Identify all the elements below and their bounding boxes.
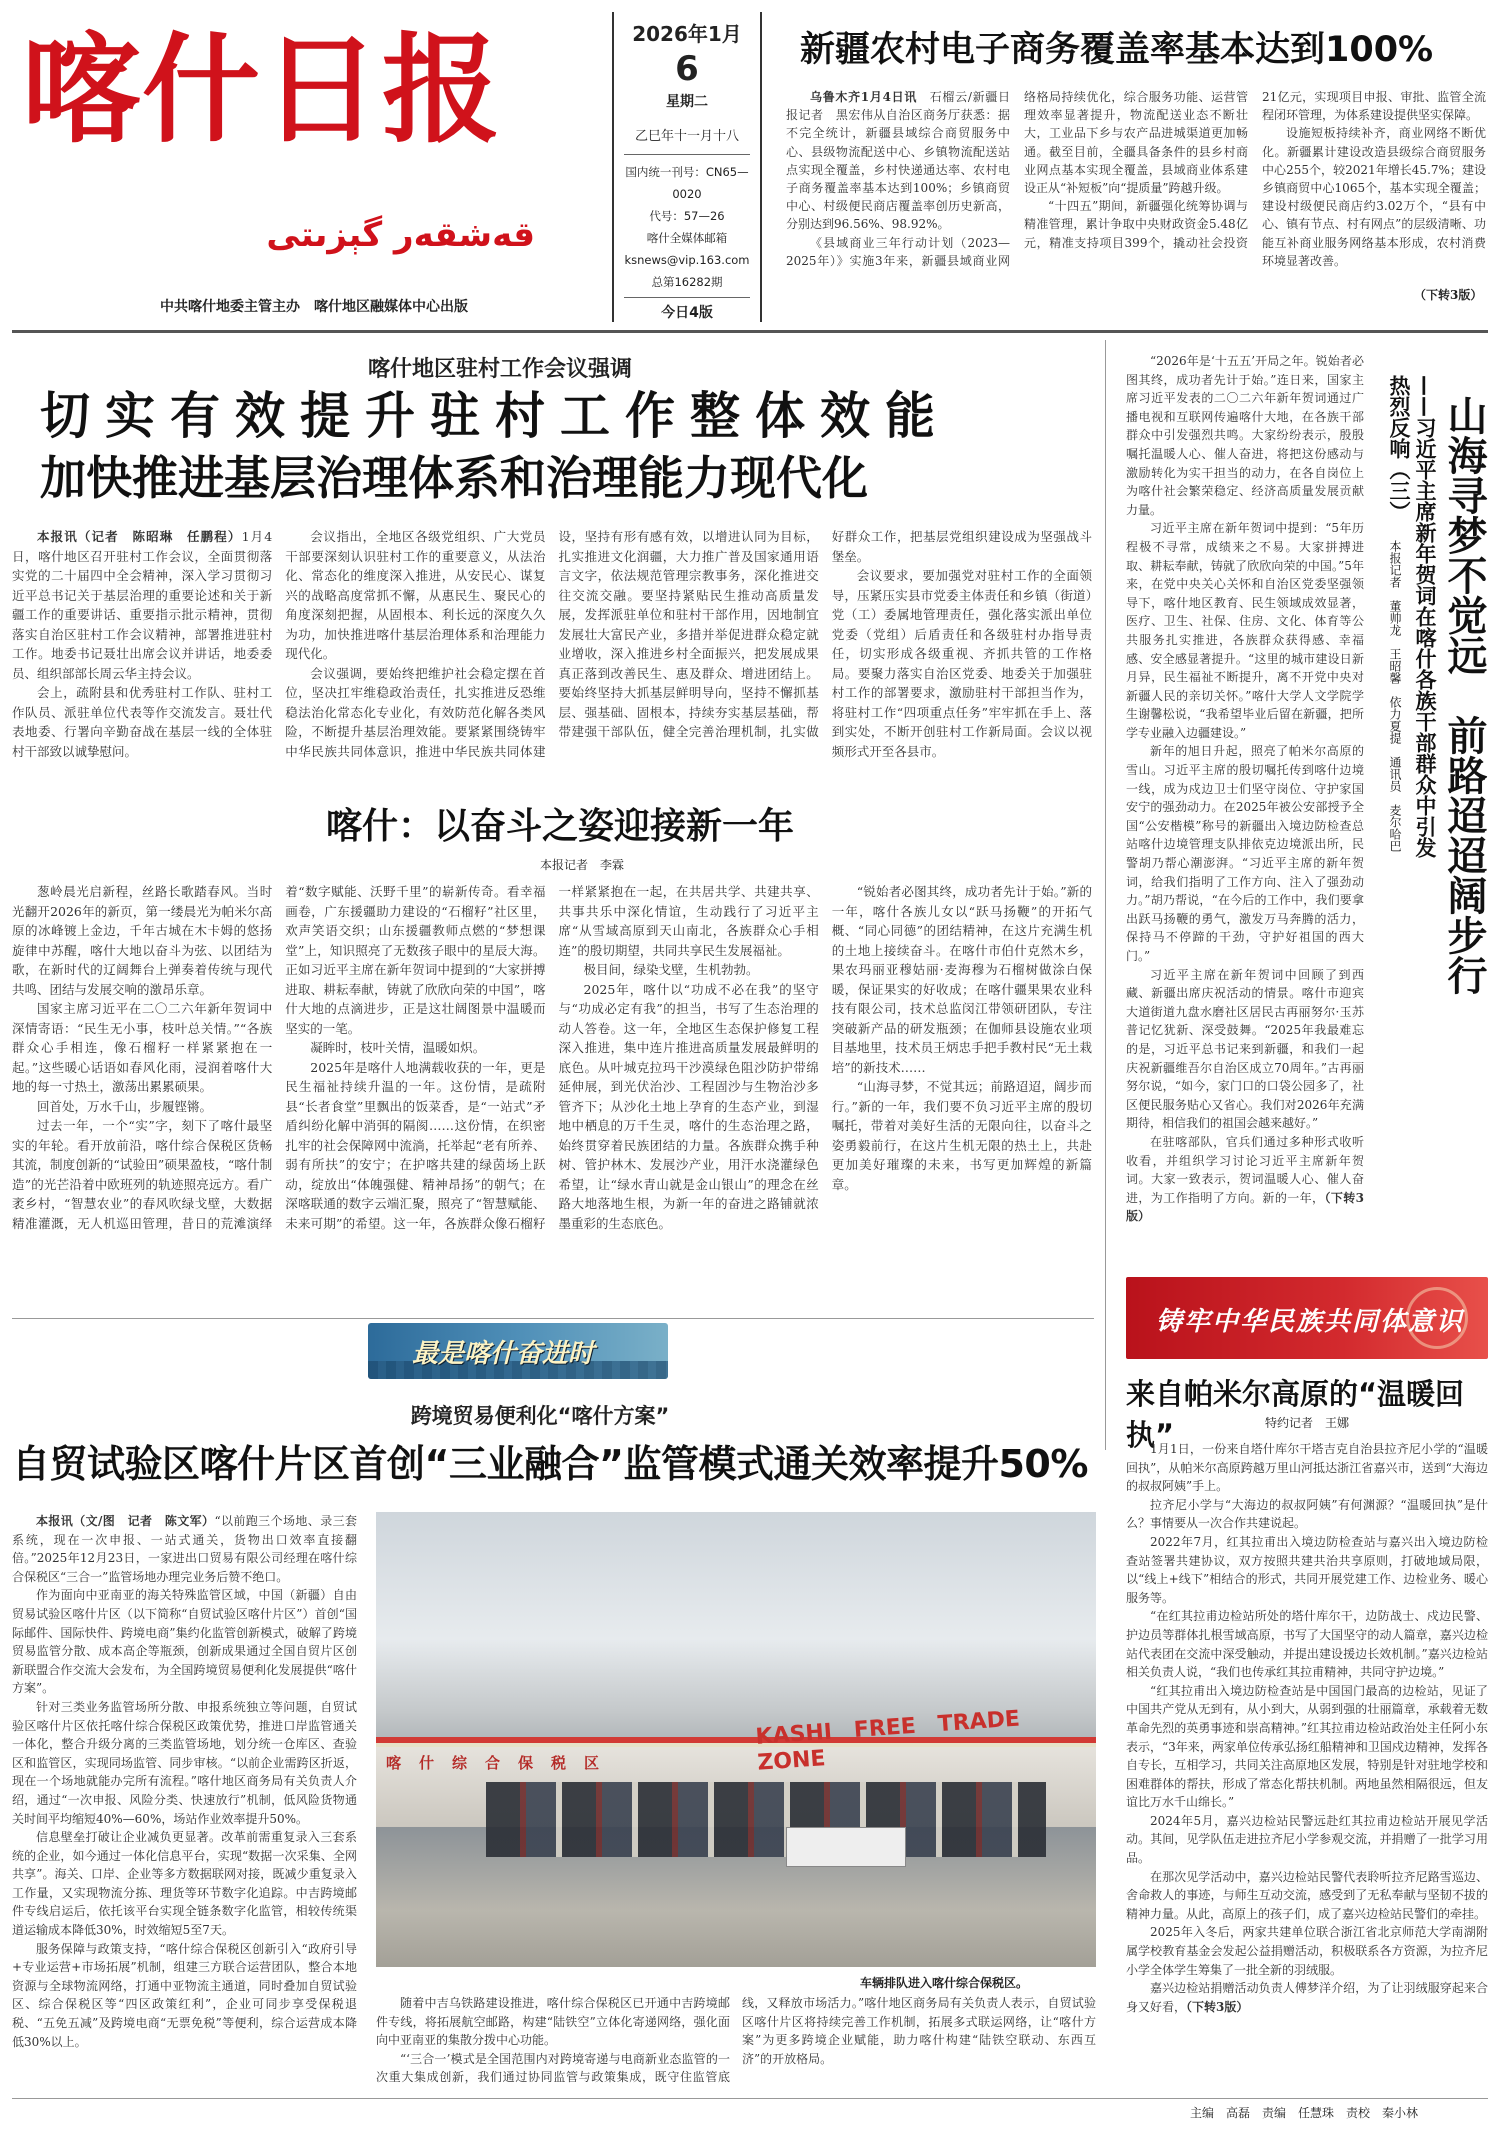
date-block	[612, 12, 762, 322]
kashi-body	[12, 882, 1092, 1314]
kashi-para-1: 葱岭晨光启新程，丝路长歌踏春风。当时光翻开2026年的新页，第一缕晨光为帕米尔高原的冰峰镀上金边，千年古城在木卡姆的悠扬旋律中苏醒，喀什大地以奋斗为弦、以团结为歌，在新时代的辽阔舞台上弹奏着传统与现代共鸣、团结与发展交响的激昂乐章。	[12, 884, 273, 997]
kashi-byline: 本报记者 李霖	[540, 858, 625, 872]
lead-title-line1: 切实有效提升驻村工作整体效能	[40, 387, 950, 445]
side-para-4: 习近平主席在新年贺词中回顾了到西藏、新疆出席庆祝活动的情景。喀什市迎宾大道街道九盘水磨社区居民古再丽努尔·玉苏普记忆犹新、深受鼓舞。“2025年我最难忘的是，习近平总书记来到新疆，和我们一起庆祝新疆维吾尔自治区成立70周年。”古再丽努尔说，“如今，家门口的口袋公园多了，社区便民服务贴心又省心。我们对2026年充满期待，相信我们的祖国会越来越好。”	[1126, 967, 1364, 1131]
kashi-para-3: 回首处，万水千山，步履铿锵。	[37, 1098, 213, 1114]
email: ksnews@vip.163.com	[624, 253, 750, 267]
lead-para-3: 会议指出，全地区各级党组织、广大党员干部要深刻认识驻村工作的重要意义，从法治化、常态化的维度深入推进，从安民心、谋复兴的战略高度常抓不懈，从惠民生、聚民心的角度深刻把握，从固根本、利长远的深度久久为功，加快推进喀什基层治理体系和治理能力现代化。	[285, 529, 546, 661]
kashi-para-4: 过去一年，一个“实”字，刻下了喀什最坚实的年轮。看开放前沿，喀什综合保税区货畅其流，制度创新的“试验田”硕果盈枝，“喀什制造”的光芒沿着中欧班列的轨迹照亮远方。看广袤乡村，“智慧农业”的春风吹绿戈壁，大数据精准灌溉，无人机巡田管理，昔日的荒滩演绎着“数字赋能、沃野千里”的崭新传奇。看幸福画卷，广东援疆助力建设的“石榴籽”社区里，欢声笑语交织；山东援疆教师点燃的“梦想课堂”上，知识照亮了无数孩子眼中的星辰大海。正如习近平主席在新年贺词中提到的“大家拼搏进取、耕耘奉献，铸就了欣欣向荣的中国”，喀什大地的点滴进步，正是这壮阔图景中温暖而坚实的一笔。	[12, 884, 546, 1231]
side-subtitle: ——习近平主席新年贺词在喀什各族干部群众中引发热烈反响（三）	[1387, 375, 1437, 858]
side-jump: （下转3版）	[1126, 1190, 1364, 1224]
lead-body	[12, 527, 1092, 785]
date-year-month: 2026年1月	[632, 22, 742, 46]
masthead-sponsor: 中共喀什地委主管主办 喀什地区融媒体中心出版	[160, 299, 468, 315]
pamir-para-9: 嘉兴边检站捐赠活动负责人傅梦洋介绍，为了让羽绒服穿起来合身又好看，	[1126, 1981, 1488, 2014]
top-story-col3b: 设施短板持续补齐，商业网络不断优化。新疆累计建设改造县级综合商贸服务中心255个，较2021年增长45.7%；建设乡镇商贸中心1065个，基本实现全覆盖；建设村级便民商店约3.02万个，“县有中心、镇有节点、村有网点”的层级清晰、功能互补商业服务网络基本形成，农村消费环境显著改善。	[1262, 126, 1486, 268]
pamir-para-8: 2025年入冬后，两家共建单位联合浙江省北京师范大学南湖附属学校教育基金会发起公益捐赠活动，积极联系各方资源，为拉齐尼小学全体学生筹集了一批全新的羽绒服。	[1126, 1925, 1488, 1977]
pamir-body	[1126, 1440, 1488, 2080]
pamir-title: 来自帕米尔高原的“温暖回执”	[1126, 1377, 1465, 1452]
top-story-jump: （下转3版）	[1410, 286, 1482, 303]
pamir-para-4: “在红其拉甫边检站所处的塔什库尔干，边防战士、戍边民警、护边员等群体扎根雪域高原，书写了大国坚守的动人篇章，嘉兴边检站代表团在交流中深受触动，并提出建设援边长效机制。”嘉兴边检站相关负责人说，“我们也传承红其拉甫精神，共同守护边境。”	[1126, 1609, 1488, 1680]
fta-photo-caption: 车辆排队进入喀什综合保税区。	[860, 1976, 1029, 1990]
pamir-jump: （下转3版）	[1186, 1999, 1249, 2014]
top-story-col2: 《县域商业三年行动计划（2023—2025年）》实施3年来，新疆县域商业网络格局持续优化，综合服务功能、运营管理效率显著提升，物流配送业态不断壮大，工业品下乡与农产品进城渠道更加畅通。截至目前，全疆具备条件的县乡村商业网点基本实现全覆盖，县域商业体系建设正从“补短板”向“提质量”跨越升级。	[786, 90, 1248, 268]
side-para-1: “2026年是‘十五五’开局之年。锐始者必图其终，成功者先计于始。”连日来，国家主席习近平发表的二〇二六年新年贺词通过广播电视和互联网传遍喀什大地，在各族干部群众中引发强烈共鸣。大家纷纷表示，殷殷嘱托温暖人心、催人奋进，将把这份感动与激励转化为实干担当的动力，在各自岗位上为喀什社会繁荣稳定、经济高质量发展贡献力量。	[1126, 354, 1364, 517]
pamir-para-3: 2022年7月，红其拉甫出入境边防检查站与嘉兴出入境边防检查站签署共建协议，双方按照共建共治共享原则，打破地域局限，以“线上+线下”相结合的形式，共同开展党建工作、边检业务、暖心服务等。	[1126, 1534, 1488, 1605]
fta-para-1: “以前跑三个场地、录三套系统，现在一次申报、一站式通关，货物出口效率直接翻倍。”2025年12月23日，一家进出口贸易有限公司经理在喀什综合保税区“三合一”监管场地办理完业务后赞不绝口。	[12, 1514, 357, 1584]
fta-body-bottom	[376, 1994, 1096, 2090]
cn-number: 国内统一刊号：CN65—0020	[625, 165, 749, 201]
pamir-para-5: “红其拉甫出入境边防检查站是中国国门最高的边检站，见证了中国共产党从无到有，从小到大，从弱到强的壮丽篇章，承载着无数革命先烈的英勇事迹和崇高精神。”红其拉甫边检站政治处主任阿小东表示，“3年来，两家单位传承弘扬红船精神和卫国戍边精神，发挥各自专长，互相学习，共同关注高原地区发展，特别是针对驻地学校和困难群体的帮扶，形成了常态化帮扶机制。两地虽然相隔很远，但友谊比万水千山绵长。”	[1126, 1683, 1488, 1810]
fta-para-6: 随着中吉乌铁路建设推进，喀什综合保税区已开通中吉跨境邮件专线，将拓展航空邮路，构建“陆铁空”立体化寄递网络，强化面向中亚南亚的集散分拨中心功能。	[376, 1996, 730, 2048]
lead-para-4: 会议强调，要始终把维护社会稳定摆在首位，坚决扛牢维稳政治责任，扎实推进反恐维稳法治化常态化专业化，有效防范化解各类风险，不断提升基层治理效能。要紧紧围绕铸牢中华民族共同体意识，推进中华民族共同体建设，坚持有形有感有效，以增进认同为目标，扎实推进文化润疆，大力推广普及国家通用语言文字，依法规范管理宗教事务，深化推进交往交流交融。要坚持紧贴民生推动高质量发展，发挥派驻单位和驻村干部作用，因地制宜发展壮大富民产业，多措并举促进群众稳定就业增收，深入推进乡村全面振兴，把发展成果真正落到改善民生、惠及群众、增进团结上。要始终坚持大抓基层鲜明导向，坚持不懈抓基层、强基础、固根本，持续夯实基层基础，帮带建强干部队伍，健全完善治理机制，扎实做好群众工作，把基层党组织建设成为坚强战斗堡垒。	[285, 529, 1092, 759]
side-para-2: 习近平主席在新年贺词中提到：“5年历程极不寻常，成绩来之不易。大家拼搏进取、耕耘奉献，铸就了欣欣向荣的中国。”5年来，在党中央关心关怀和自治区党委坚强领导下，喀什地区教育、民生领域成效显著，医疗、卫生、社保、住房、文化、体育等公共服务扎实推进，各族群众获得感、幸福感、安全感显著提升。“这里的城市建设日新月异，民生福祉不断提升，离不开党中央对新疆人民的亲切关怀。”喀什大学人文学院学生谢馨松说，“我希望毕业后留在新疆，把所学专业融入边疆建设。”	[1126, 521, 1364, 740]
lead-para-2: 会上，疏附县和优秀驻村工作队、驻村工作队员、派驻单位代表等作交流发言。聂壮代表地委、行署向辛勤奋战在基层一线的全体驻村干部致以诚挚慰问。	[12, 685, 273, 759]
kashi-title: 喀什：以奋斗之姿迎接新一年	[325, 806, 794, 847]
top-story-col3: “十四五”期间，新疆强化统筹协调与精准管理，累计争取中央财政资金5.48亿元，精准支持项目399个，撬动社会投资21亿元，实现项目申报、审批、监管全流程闭环管理，为体系建设提供坚实保障。	[1024, 90, 1486, 250]
side-title: 山海寻梦不觉远 前路迢迢阔步行	[1441, 395, 1487, 995]
fta-para-2: 作为面向中亚南亚的海关特殊监管区域，中国（新疆）自由贸易试验区喀什片区（以下简称“自贸试验区喀什片区”）首创“国际邮件、国际快件、跨境电商”集约化监管创新模式，破解了跨境贸易监管分散、成本高企等瓶颈，创新成果通过全国自贸片区创新联盟合作交流大会发布，为全国跨境贸易便利化发展提供“喀什方案”。	[12, 1588, 357, 1696]
fta-photo	[376, 1512, 1096, 1967]
masthead-uyghur: قەشقەر گېزىتى	[266, 215, 535, 255]
fta-banner	[368, 1323, 668, 1379]
issue-number: 总第16282期	[651, 275, 723, 289]
kashi-para-2: 国家主席习近平在二〇二六年新年贺词中深情寄语：“民生无小事，枝叶总关情。”“各族群众心手相连，像石榴籽一样紧紧抱在一起。”这些暖心话语如春风化雨，浸润着喀什大地的每一寸热土，激荡出累累硕果。	[12, 1001, 273, 1094]
kashi-para-10: “山海寻梦，不觉其远；前路迢迢，阔步而行。”新的一年，我们要不负习近平主席的殷切嘱托，带着对美好生活的无限向往，以奋斗之姿勇毅前行，在这片生机无限的热土上，共赴更加美好璀璨的未来，书写更加辉煌的新篇章。	[831, 1079, 1092, 1192]
lead-para-1: 1月4日，喀什地区召开驻村工作会议，全面贯彻落实党的二十届四中全会精神，深入学习贯彻习近平总书记关于基层治理的重要论述和关于新疆工作的重要讲话、重要指示批示精神，贯彻落实自治区驻村工作会议精神，部署推进驻村工作。地委书记聂壮出席会议并讲话，地委委员、组织部部长周云华主持会议。	[12, 529, 273, 681]
fta-para-5: 服务保障与政策支持，“喀什综合保税区创新引入“政府引导+专业运营+市场拓展”机制，组建三方联合运营团队，整合本地资源与全球物流网络，打通中亚物流主通道，同时叠加自贸试验区、综合保税区等“四区政策红利”，企业可同步享受保税退税、“五免五减”及跨境电商“无票免税”等便利，综合运营成本降低30%以上。	[12, 1941, 357, 2049]
pamir-para-2: 拉齐尼小学与“大海边的叔叔阿姨”有何渊源？“温暖回执”是什么？事情要从一次合作共建说起。	[1126, 1497, 1488, 1531]
side-para-3: 新年的旭日升起，照亮了帕米尔高原的雪山。习近平主席的殷切嘱托传到喀什边境一线，成为戍边卫士们坚守岗位、守护家国安宁的强劲动力。在2025年被公安部授予全国“公安楷模”称号的新疆出入境边防检查总站喀什边境管理支队排依克边境派出所，民警胡乃帮心潮澎湃。“习近平主席的新年贺词，给我们指明了工作方向、注入了强劲动力。”胡乃帮说，“在今后的工作中，我们要拿出跃马扬鞭的勇气，激发万马奔腾的活力，保持马不停蹄的干劲，守护好祖国的西大门。”	[1126, 744, 1364, 963]
side-para-5: 在驻喀部队，官兵们通过多种形式收听收看，并组织学习讨论习近平主席新年贺词。大家一致表示，贺词温暖人心、催人奋进，为工作指明了方向。新的一年，	[1126, 1134, 1364, 1205]
footer-editors: 主编 高磊 责编 任慧珠 责校 秦小林	[1190, 2106, 1419, 2120]
fta-para-4: 信息壁垒打破让企业减负更显著。改革前需重复录入三套系统的企业，如今通过一体化信息平台，实现“数据一次采集、全网共享”。海关、口岸、企业等多方数据联网对接，既减少重复录入工作量，又实现物流分拣、理货等环节数字化追踪。中吉跨境邮件专线启运后，依托该平台实现全链条数字化监管，相较传统渠道运输成本降低30%，时效缩短5至7天。	[12, 1830, 357, 1938]
banner-text: 铸牢中华民族共同体意识	[1156, 1307, 1465, 1337]
kashi-para-5: 凝眸时，枝叶关情，温暖如炽。	[310, 1040, 486, 1055]
fta-title: 自贸试验区喀什片区首创“三业融合”监管模式通关效率提升50%	[12, 1442, 1088, 1486]
kashi-para-6: 2025年是喀什人地满载收获的一年，更是民生福祉持续升温的一年。这份情，是疏附县“长者食堂”里飘出的饭菜香，是“一站式”矛盾纠纷化解中消弭的隔阂……这份情，在织密扎牢的社会保障网中流淌，托举起“老有所养、弱有所扶”的安宁；在护喀共建的绿茵场上跃动，绽放出“体魄强健、精神昂扬”的朝气；在深喀联通的数字云端汇聚，照亮了“智慧赋能、未来可期”的希望。这一年，各族群众像石榴籽一样紧紧抱在一起，在共居共学、共建共享、共事共乐中深化情谊，生动践行了习近平主席“从雪域高原到天山南北，各族群众心手相连”的殷切期望，共同共享民生发展福祉。	[285, 884, 819, 1231]
date-weekday: 星期二	[666, 94, 708, 110]
kashi-para-7: 极目间，绿染戈壁，生机勃勃。	[583, 962, 759, 977]
side-byline: 本报记者 董帅龙 王昭馨 依力夏提 通讯员 麦尔哈巴	[1388, 540, 1402, 852]
page-count: 今日4版	[661, 305, 713, 321]
top-story-byline: 乌鲁木齐1月4日讯	[810, 90, 918, 104]
ethnic-unity-banner	[1126, 1277, 1488, 1359]
date-day: 6	[675, 49, 699, 89]
lead-title-line2: 加快推进基层治理体系和治理能力现代化	[40, 451, 868, 505]
lead-kicker: 喀什地区驻村工作会议强调	[367, 357, 632, 382]
pamir-para-1: 1月1日，一份来自塔什库尔干塔吉克自治县拉齐尼小学的“温暖回执”，从帕米尔高原跨越万里山河抵达浙江省嘉兴市，送到“大海边的叔叔阿姨”手上。	[1126, 1442, 1488, 1494]
kashi-para-8: 2025年，喀什以“功成不必在我”的坚守与“功成必定有我”的担当，书写了生态治理的动人答卷。这一年，全地区生态保护修复工程深入推进，集中连片推进高质量发展最鲜明的底色。从叶城克拉玛干沙漠绿色阻沙防护带绵延伸展，到光伏治沙、工程固沙与生物治沙多管齐下；从沙化土地上孕育的生态产业，到湿地中栖息的万千生灵，喀什的生态治理之路，始终贯穿着民族团结的力量。各族群众携手种树、管护林木、发展沙产业，用汗水浇灌绿色希望，让“绿水青山就是金山银山”的理念在丝路大地落地生根，为新一年的奋进之路铺就浓墨重彩的生态底色。	[558, 981, 819, 1231]
fta-para-3: 针对三类业务监管场所分散、申报系统独立等问题，自贸试验区喀什片区依托喀什综合保税区政策优势，推进口岸监管通关一体化，整合升级分离的三类监管场地，划分统一仓库区、查验区和监管区，实现同场监管、同步审核。“以前企业需跨区折返，现在一个场地就能办完所有流程。”喀什地区商务局有关负责人介绍，通过“一次申报、风险分类、快速放行”机制，低风险货物通关时间平均缩短40%—60%，场站作业效率提升50%。	[12, 1699, 357, 1826]
pamir-para-7: 在那次见学活动中，嘉兴边检站民警代表聆听拉齐尼路雪巡边、舍命救人的事迹，与师生互动交流，感受到了无私奉献与坚韧不拔的精神力量。从此，高原上的孩子们，成了嘉兴边检站民警们的牵挂。	[1126, 1869, 1488, 1921]
fta-kicker: 跨境贸易便利化“喀什方案”	[410, 1404, 670, 1428]
pamir-byline: 特约记者 王娜	[1265, 1416, 1350, 1430]
top-story-body	[786, 88, 1486, 306]
lead-byline: 本报讯（记者 陈昭琳 任鹏程）	[37, 529, 242, 544]
postal-code: 代号：57—26	[649, 209, 725, 223]
pamir-para-6: 2024年5月，嘉兴边检站民警远赴红其拉甫边检站开展见学活动。其间，见学队伍走进拉齐尼小学参观交流，并捐赠了一批学习用品。	[1126, 1813, 1488, 1866]
kashi-para-9: “锐始者必图其终，成功者先计于始。”新的一年，喀什各族儿女以“跃马扬鞭”的开拓气概、“同心同德”的团结精神，在这片充满生机的土地上接续奋斗。在喀什市伯什克然木乡，果农玛丽亚穆姑丽·麦海穆为石榴树做涂白保暖，保证果实的好收成；在喀什疆果果农业科技有限公司，技术总监闵江带领研团队，专注突破新产品的研发瓶颈；在伽师县设施农业项目基地里，技术员王炳忠手把手教村民“无土栽培”的新技术……	[831, 884, 1092, 1075]
fta-banner-text: 最是喀什奋进时	[412, 1339, 595, 1369]
date-lunar: 乙巳年十一月十八	[634, 129, 739, 144]
truck-row	[486, 1782, 1046, 1857]
fta-para-7: “‘三合一’模式是全国范围内对跨境寄递与电商新业态监管的一次重大集成创新，我们通过协同监管与政策集成，既守住监管底线，又释放市场活力。”喀什地区商务局有关负责人表示，自贸试验区喀什片区将持续完善工作机制，拓展多式联运网络，让“喀什方案”为更多跨境企业赋能，助力喀什构建“陆铁空联动、东西互济”的开放格局。	[376, 1996, 1096, 2085]
fta-byline: 本报讯（文/图 记者 陈文军）	[36, 1514, 215, 1528]
post-name: 喀什全媒体邮箱	[646, 231, 728, 245]
gate-sign-cn: 喀什综合保税区	[386, 1754, 618, 1772]
lead-para-5: 会议要求，要加强党对驻村工作的全面领导，压紧压实县市党委主体责任和乡镇（街道）党（工）委属地管理责任，强化落实派出单位党委（党组）后盾责任和各级驻村办指导责任，切实形成各级重视、齐抓共管的工作格局。要聚力落实自治区党委、地委关于加强驻村工作的部署要求，激励驻村干部担当作为，将驻村工作“四项重点任务”牢牢抓在手上、落到实处，不断开创驻村工作新局面。会议以视频形式开至各县市。	[831, 568, 1092, 759]
top-story-title: 新疆农村电子商务覆盖率基本达到100%	[800, 30, 1434, 70]
fta-body-col1	[12, 1512, 357, 2090]
top-story-col1: 石榴云/新疆日报记者 黑宏伟从自治区商务厅获悉：据不完全统计，新疆县域综合商贸服务中心、县级物流配送中心、乡镇物流配送站点实现全覆盖，乡村快递通达率、农村电子商务覆盖率基本达到100%；乡镇商贸中心、村级便民商店覆盖率创历史新高，分别达到96.56%、98.92%。	[786, 90, 1010, 232]
masthead-logo: 喀什日报	[22, 21, 503, 159]
gate-sign-en: KASHI FREE TRADE ZONE	[754, 1704, 1043, 1776]
